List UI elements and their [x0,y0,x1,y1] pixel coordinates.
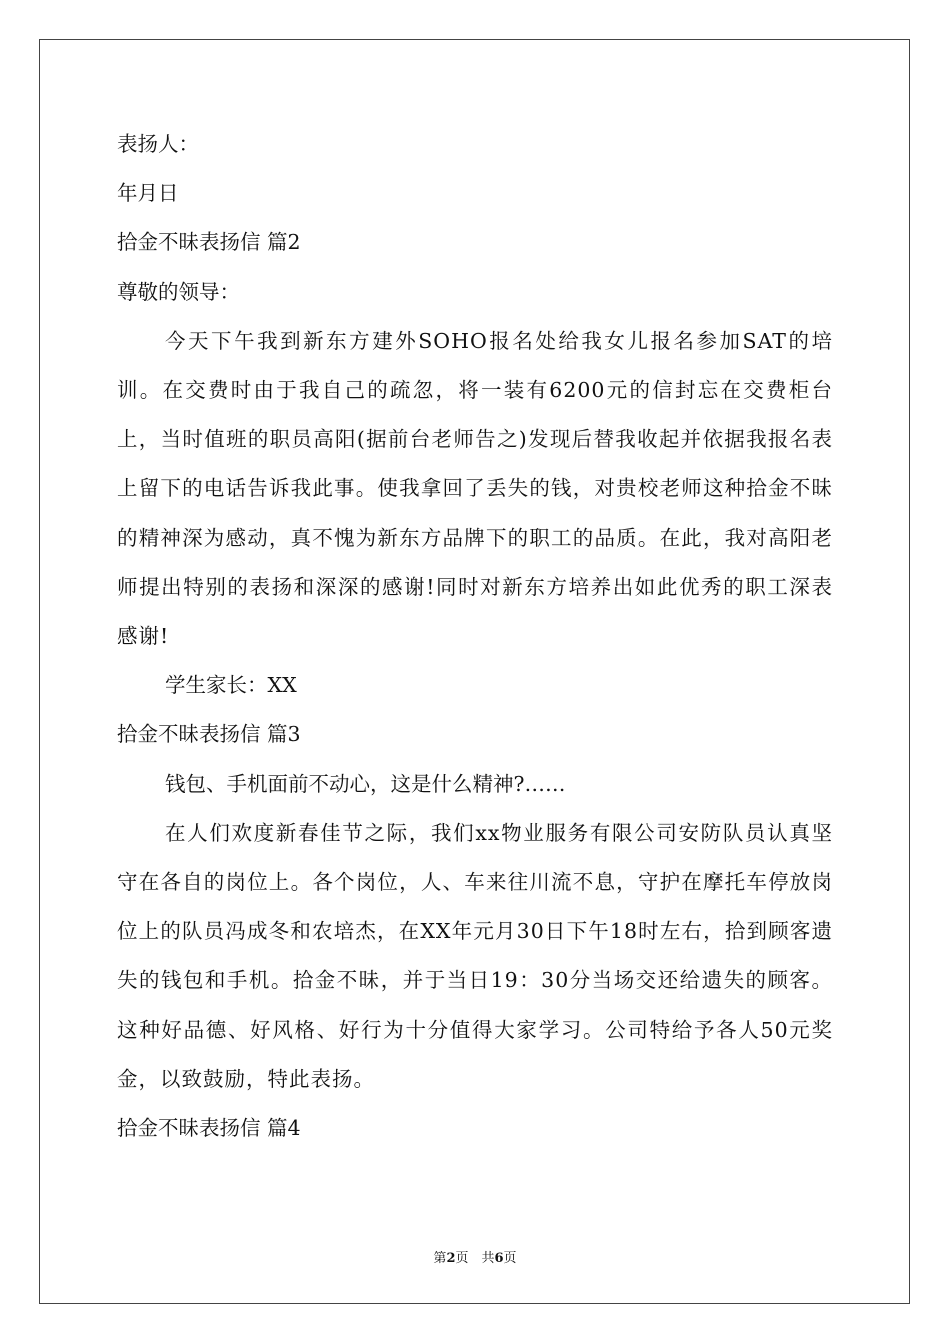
total-page-number: 6 [494,1251,504,1266]
letter-2-body: 今天下午我到新东方建外SOHO报名处给我女儿报名参加SAT的培训。在交费时由于我自己的疏忽，将一装有6200元的信封忘在交费柜台上，当时值班的职员高阳(据前台老师告之)发现后替我收起并依据我报名表上留下的电话告诉我此事。使我拿回了丢失的钱，对贵校老师这种拾金不昧的精神深为感动，真不愧为新东方品牌下的职工的品质。在此，我对高阳老师提出特别的表扬和深深的感谢!同时对新东方培养出如此优秀的职工深表感谢! [117,328,833,648]
document-body [117,120,833,1153]
letter-3-body: 在人们欢度新春佳节之际，我们xx物业服务有限公司安防队员认真坚守在各自的岗位上。各个岗位，人、车来往川流不息，守护在摩托车停放岗位上的队员冯成冬和农培杰，在XX年元月30日下午18时左右，拾到顾客遗失的钱包和手机。拾金不昧，并于当日19：30分当场交还给遗失的顾客。这种好品德、好风格、好行为十分值得大家学习。公司特给予各人50元奖金，以致鼓励，特此表扬。 [117,820,833,1091]
current-page-number: 2 [446,1251,456,1266]
footer-suffix: 页 [503,1251,517,1266]
letter-2-heading: 拾金不昧表扬信 篇2 [117,230,301,255]
page-footer [0,1247,950,1266]
letter-3-heading: 拾金不昧表扬信 篇3 [117,722,301,747]
footer-prefix: 第 [433,1251,447,1266]
letter-3-question: 钱包、手机面前不动心，这是什么精神?…… [165,771,566,796]
footer-mid: 页 共 [455,1251,495,1266]
commender-line: 表扬人： [117,132,199,156]
letter-4-heading: 拾金不昧表扬信 篇4 [117,1115,301,1140]
salutation: 尊敬的领导： [117,279,240,304]
date-line: 年月日 [117,181,179,206]
signature-line: 学生家长：XX [165,673,297,698]
